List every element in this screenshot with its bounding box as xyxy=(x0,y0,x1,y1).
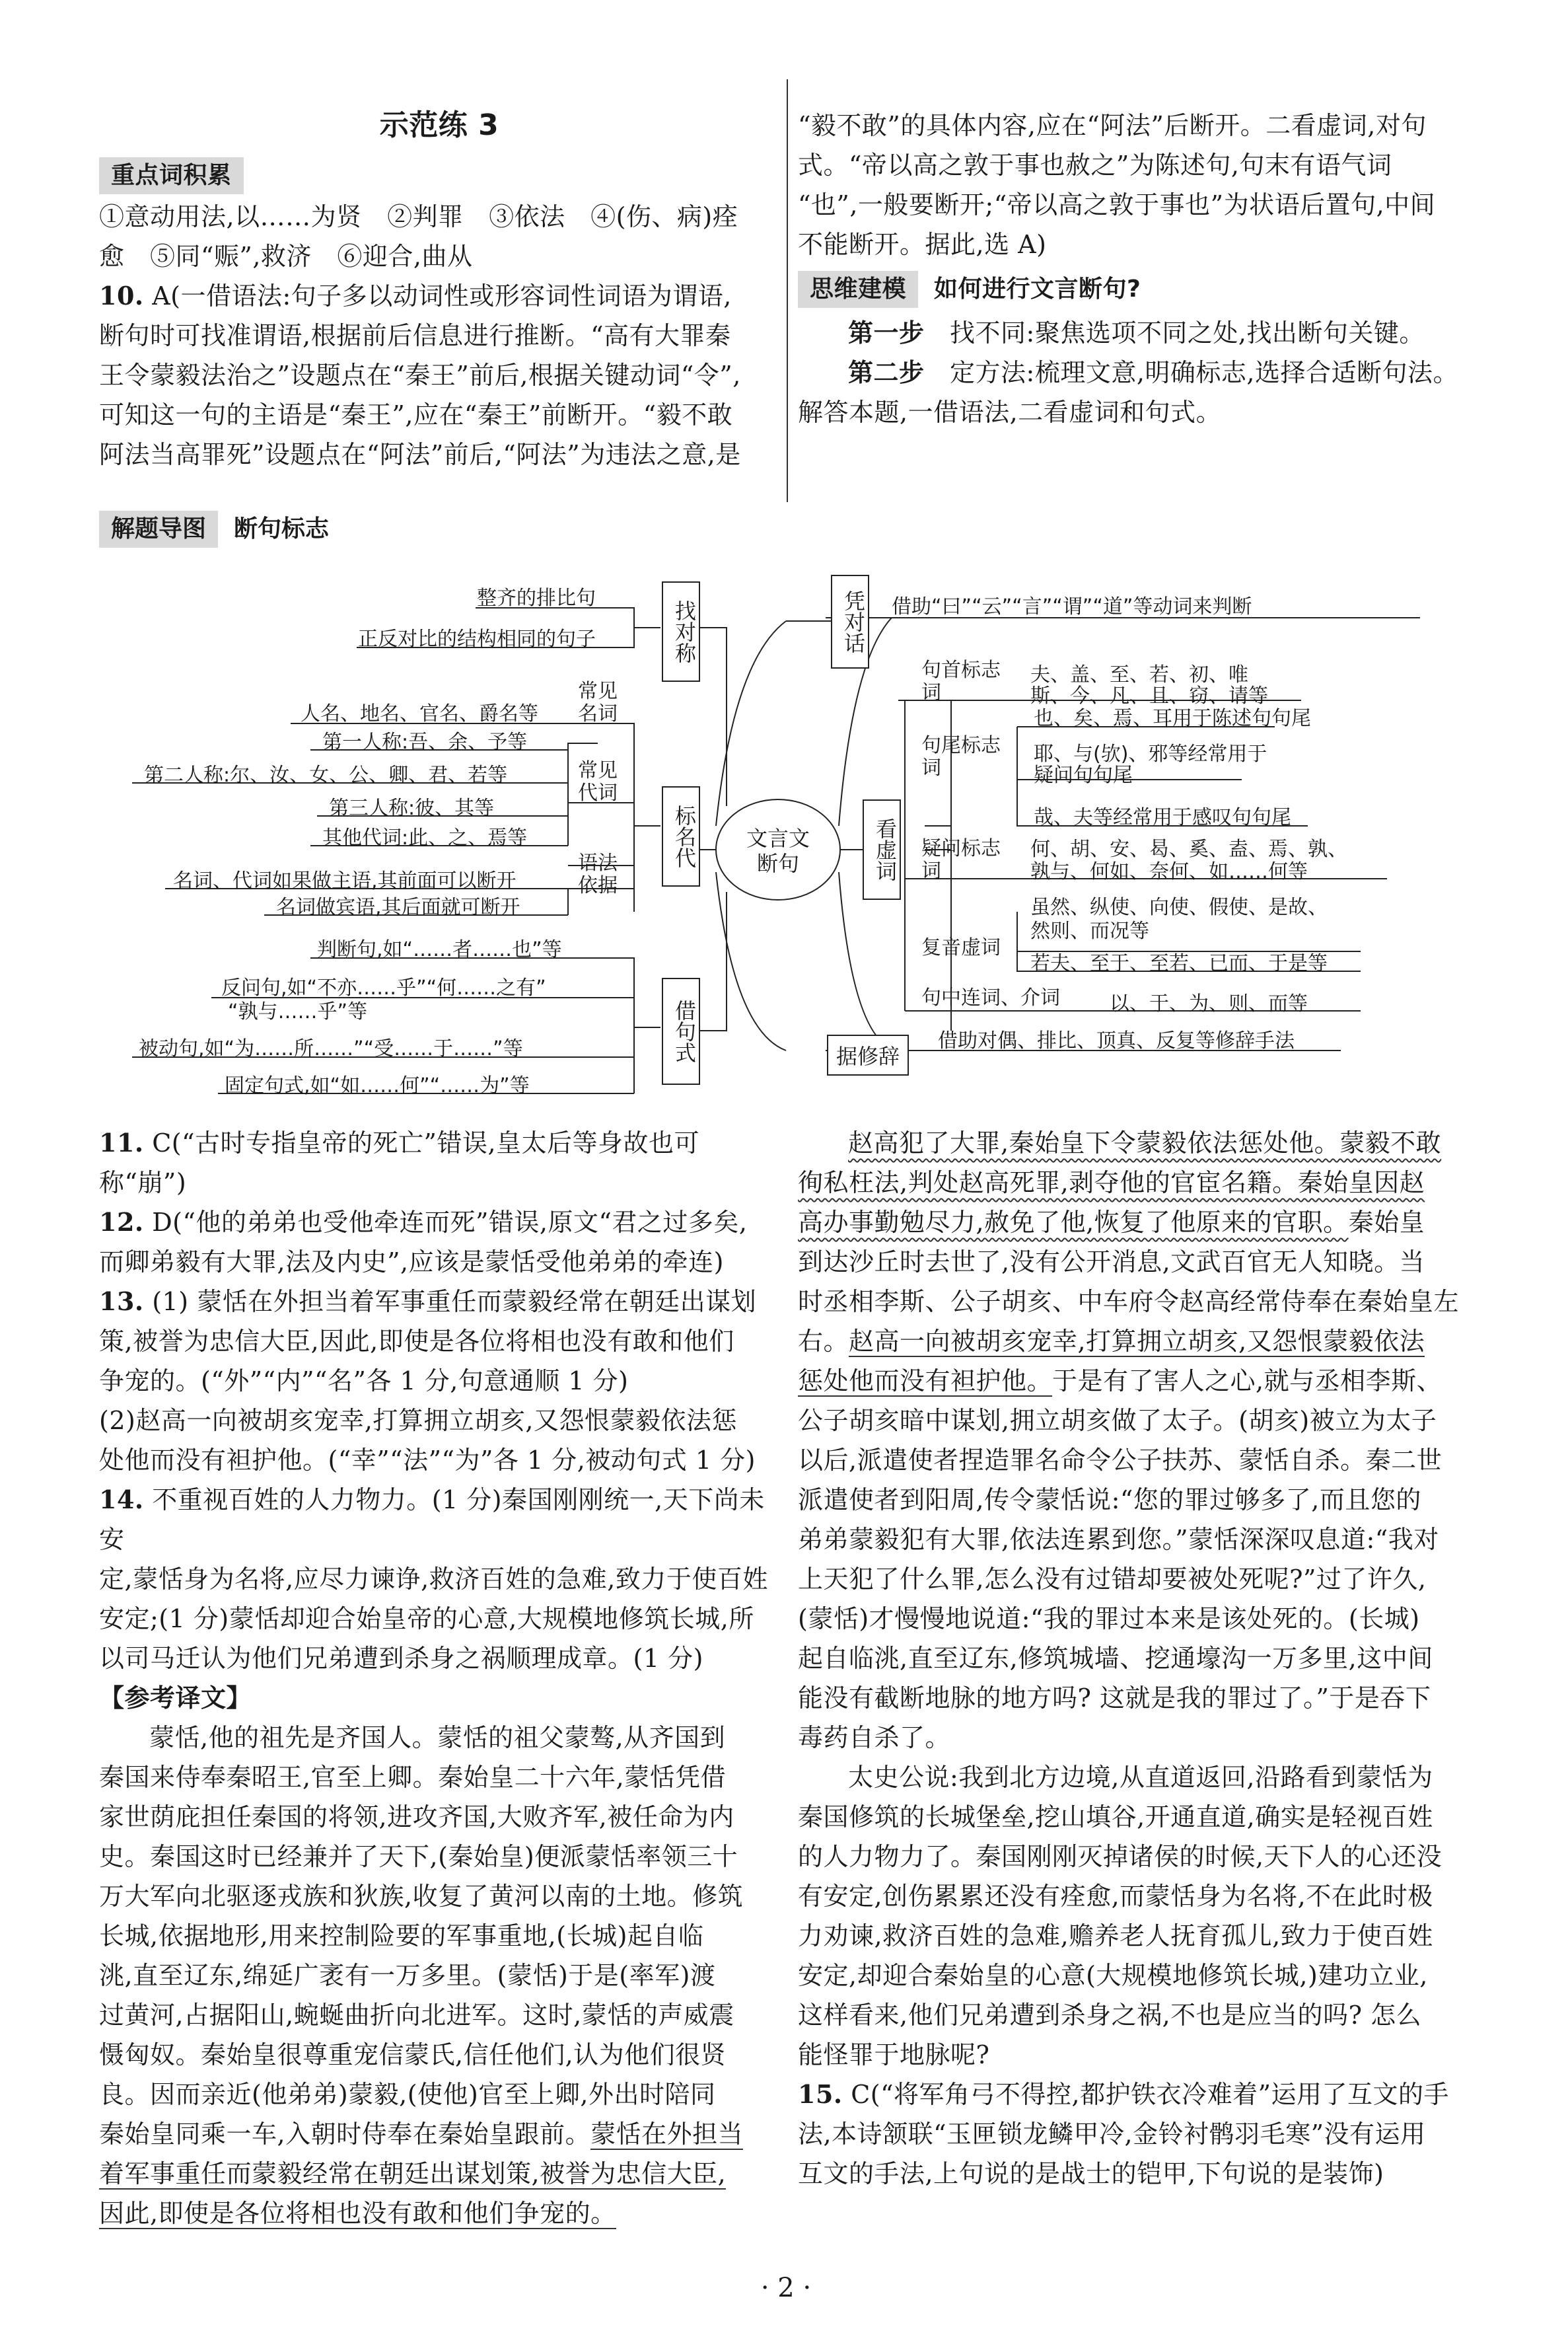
step-2: 第二步 定方法:梳理文意,明确标志,选择合适断句法。 xyxy=(848,357,1458,387)
pattern-item-3: “孰与……乎”等 xyxy=(228,1000,368,1023)
q10-line-5: 阿法当高罪死”设题点在“阿法”前后,“阿法”为违法之意,是 xyxy=(99,440,741,469)
fw-comp-label: 复音虚词 xyxy=(921,936,1001,959)
fw-tail-2: 耶、与(欤)、邪等经常用于 xyxy=(1034,743,1267,766)
r-line-20: 有安定,创伤累累还没有痊愈,而蒙恬身为名将,不在此时极 xyxy=(798,1882,1433,1911)
r-line-19: 的人力物力了。秦国刚刚灭掉诸侯的时候,天下人的心还没 xyxy=(798,1842,1443,1871)
r-line-23: 这样看来,他们兄弟遭到杀身之祸,不也是应当的吗? 怎么 xyxy=(798,2001,1422,2030)
q13-line-5: 处他而没有袒护他。(“幸”“法”“为”各 1 分,被动句式 1 分) xyxy=(99,1446,756,1475)
r-line-18: 秦国修筑的长城堡垒,挖山填谷,开通直道,确实是轻视百姓 xyxy=(798,1802,1433,1831)
trans-line-5: 万大军向北驱逐戎族和狄族,收复了黄河以南的土地。修筑 xyxy=(99,1882,744,1911)
fw-tail-3: 疑问句句尾 xyxy=(1034,764,1133,787)
node-borrow-pattern: 借句式 xyxy=(662,978,700,1085)
pattern-item-5: 固定句式,如“如……何”“……为”等 xyxy=(225,1074,530,1097)
vocab-line-2: 愈 ⑤同“赈”,救济 ⑥迎合,曲从 xyxy=(99,242,473,271)
q10-cont-line-4: 不能断开。据此,选 A) xyxy=(798,230,1047,259)
pron-item-2: 第二人称:尔、汝、女、公、卿、君、若等 xyxy=(144,764,508,787)
common-names: 人名、地名、官名、爵名等 xyxy=(301,702,538,725)
trans-line-10: 良。因而亲近(他弟弟)蒙毅,(使他)官至上卿,外出时陪同 xyxy=(99,2080,716,2109)
center-label: 文言文断句 xyxy=(746,826,810,876)
r-line-15: 能没有截断地脉的地方吗? 这就是我的罪过了。”于是吞下 xyxy=(798,1683,1431,1713)
r-line-22: 安定,却迎合秦始皇的心意(大规模地修筑长城,)建功立业, xyxy=(798,1961,1428,1990)
fw-tail-label: 句尾标志词 xyxy=(921,734,1001,780)
mindmap-tag: 解题导图 xyxy=(99,511,218,548)
r-line-10: 派遣使者到阳周,传令蒙恬说:“您的罪过够多了,而且您的 xyxy=(798,1485,1421,1514)
q13-line-4: (2)赵高一向被胡亥宠幸,打算拥立胡亥,又怨恨蒙毅依法惩 xyxy=(99,1406,737,1435)
q15-line-3: 互文的手法,上句说的是战士的铠甲,下句说的是装饰) xyxy=(798,2159,1384,2188)
q10-line-2: 断句时可找准谓语,根据前后信息进行推断。“高有大罪秦 xyxy=(99,321,731,350)
fw-tail-1: 也、矣、焉、耳用于陈述句句尾 xyxy=(1034,707,1311,730)
trans-line-13: 因此,即使是各位将相也没有敢和他们争宠的。 xyxy=(99,2199,616,2228)
fw-mid-label: 句中连词、介词 xyxy=(921,986,1060,1010)
node-rhetoric: 据修辞 xyxy=(827,1035,909,1076)
q13-line-3: 争宠的。(“外”“内”“名”各 1 分,句意通顺 1 分) xyxy=(99,1366,629,1395)
sym-item-1: 整齐的排比句 xyxy=(477,587,596,610)
fw-head-label: 句首标志词 xyxy=(921,659,1001,704)
trans-line-6: 长城,依据地形,用来控制险要的军事重地,(长城)起自临 xyxy=(99,1921,704,1950)
right-bottom-column xyxy=(798,1123,1478,2194)
r-line-14: 起自临洮,直至辽东,修筑城墙、挖通壕沟一万多里,这中间 xyxy=(798,1644,1433,1673)
fw-q-label: 疑问标志词 xyxy=(921,837,1001,883)
r-line-6: 右。赵高一向被胡亥宠幸,打算拥立胡亥,又怨恨蒙毅依法 xyxy=(798,1327,1425,1356)
q14-line-1: 14. 不重视百姓的人力物力。(1 分)秦国刚刚统一,天下尚未安 xyxy=(99,1485,765,1554)
q10-cont-line-1: “毅不敢”的具体内容,应在“阿法”后断开。二看虚词,对句 xyxy=(798,111,1427,140)
grammar-label: 语法依据 xyxy=(578,852,618,897)
common-names-label: 常见名词 xyxy=(578,680,618,725)
r-line-17: 太史公说:我到北方边境,从直道返回,沿路看到蒙恬为 xyxy=(848,1763,1433,1792)
q11-line-1: 11. C(“古时专指皇帝的死亡”错误,皇太后等身故也可 xyxy=(99,1128,700,1158)
pron-item-3: 第三人称:彼、其等 xyxy=(329,797,495,820)
fw-head-2: 斯、今、凡、且、窃、请等 xyxy=(1030,684,1268,708)
trans-line-8: 过黄河,占据阳山,蜿蜒曲折向北进军。这时,蒙恬的声威震 xyxy=(99,2001,734,2030)
q10-number: 10. xyxy=(99,281,144,311)
vocab-tag: 重点词积累 xyxy=(99,157,244,194)
r-line-3: 高办事勤勉尽力,赦免了他,恢复了他原来的官职。秦始皇 xyxy=(798,1208,1425,1237)
q13-line-1: 13. (1) 蒙恬在外担当着军事重任而蒙毅经常在朝廷出谋划 xyxy=(99,1286,757,1316)
trans-line-9: 慑匈奴。秦始皇很尊重宠信蒙氏,信任他们,认为他们很贤 xyxy=(99,2040,727,2069)
ref-translation-title: 【参考译文】 xyxy=(99,1683,252,1713)
trans-line-4: 史。秦国这时已经兼并了天下,(秦始皇)便派蒙恬率领三十 xyxy=(99,1842,738,1871)
pron-item-1: 第一人称:吾、余、予等 xyxy=(322,731,528,754)
q10-cont-line-2: 式。“帝以高之敦于事也赦之”为陈述句,句末有语气词 xyxy=(798,151,1392,180)
q11-line-2: 称“崩”) xyxy=(99,1168,187,1197)
r-line-4: 到达沙丘时去世了,没有公开消息,文武百官无人知晓。当 xyxy=(798,1247,1425,1276)
fw-head-1: 夫、盖、至、若、初、唯 xyxy=(1030,663,1248,686)
r-line-7: 惩处他而没有袒护他。于是有了害人之心,就与丞相李斯、 xyxy=(798,1366,1443,1395)
mindmap-lines xyxy=(0,0,1568,1123)
q14-line-2: 定,蒙恬身为名将,应尽力谏诤,救济百姓的急难,致力于使百姓 xyxy=(99,1565,768,1594)
fw-q-1: 何、胡、安、曷、奚、盍、焉、孰、 xyxy=(1030,838,1347,861)
q12-line-2: 而卿弟毅有大罪,法及内史”,应该是蒙恬受他弟弟的牵连) xyxy=(99,1247,724,1276)
grammar-item-2: 名词做宾语,其后面就可断开 xyxy=(276,896,520,919)
fw-comp-2: 然则、而况等 xyxy=(1030,920,1149,943)
r-line-24: 能怪罪于地脉呢? xyxy=(798,2040,990,2069)
fw-comp-1: 虽然、纵使、向使、假使、是故、 xyxy=(1030,896,1328,919)
trans-line-12: 着军事重任而蒙毅经常在朝廷出谋划策,被誉为忠信大臣, xyxy=(99,2159,727,2188)
fw-mid-items: 以、于、为、则、而等 xyxy=(1110,992,1308,1015)
trans-line-2: 秦国来侍奉秦昭王,官至上卿。秦始皇二十六年,蒙恬凭借 xyxy=(99,1763,727,1792)
q10-cont-line-3: “也”,一般要断开;“帝以高之敦于事也”为状语后置句,中间 xyxy=(798,190,1436,219)
pattern-item-1: 判断句,如“……者……也”等 xyxy=(317,938,562,961)
q13-line-2: 策,被誉为忠信大臣,因此,即使是各位将相也没有敢和他们 xyxy=(99,1327,734,1356)
grammar-item-1: 名词、代词如果做主语,其前面可以断开 xyxy=(173,869,517,893)
trans-line-1: 蒙恬,他的祖先是齐国人。蒙恬的祖父蒙骜,从齐国到 xyxy=(149,1723,726,1752)
r-line-11: 弟弟蒙毅犯有大罪,依法连累到您。”蒙恬深深叹息道:“我对 xyxy=(798,1525,1439,1554)
q10-line-3: 王令蒙毅法治之”设题点在“秦王”前后,根据关键动词“令”, xyxy=(99,361,741,390)
q15-line-2: 法,本诗颔联“玉匣锁龙鳞甲冷,金铃衬鹘羽毛寒”没有运用 xyxy=(798,2120,1426,2149)
r-line-9: 以后,派遣使者捏造罪名命令公子扶苏、蒙恬自杀。秦二世 xyxy=(798,1446,1443,1475)
r-line-5: 时丞相李斯、公子胡亥、中车府令赵高经常侍奉在秦始皇左 xyxy=(798,1287,1460,1316)
dialog-item: 借助“曰”“云”“言”“谓”“道”等动词来判断 xyxy=(892,595,1252,618)
r-line-12: 上天犯了什么罪,怎么没有过错却要被处死呢?”过了许久, xyxy=(798,1565,1427,1594)
fw-comp-3: 若夫、至于、至若、已而、于是等 xyxy=(1030,952,1328,975)
trans-line-3: 家世荫庇担任秦国的将领,进攻齐国,大败齐军,被任命为内 xyxy=(99,1802,734,1831)
trans-line-11: 秦始皇同乘一车,入朝时侍奉在秦始皇跟前。蒙恬在外担当 xyxy=(99,2120,744,2149)
r-line-2: 徇私枉法,判处赵高死罪,剥夺他的官宦名籍。秦始皇因赵 xyxy=(798,1168,1425,1197)
q14-line-3: 安定;(1 分)蒙恬却迎合始皇帝的心意,大规模地修筑长城,所 xyxy=(99,1604,754,1633)
r-line-1: 赵高犯了大罪,秦始皇下令蒙毅依法惩处他。蒙毅不敢 xyxy=(848,1128,1442,1158)
r-line-16: 毒药自杀了。 xyxy=(798,1723,951,1752)
pattern-item-4: 被动句,如“为……所……”“受……于……”等 xyxy=(139,1037,523,1060)
common-pron-label: 常见代词 xyxy=(578,759,618,805)
model-title: 如何进行文言断句? xyxy=(934,276,1141,303)
model-tag: 思维建模 xyxy=(798,271,918,308)
q10-line-4: 可知这一句的主语是“秦王”,应在“秦王”前断开。“毅不敢 xyxy=(99,400,733,429)
trans-line-7: 洮,直至辽东,绵延广袤有一万多里。(蒙恬)于是(率军)渡 xyxy=(99,1961,716,1990)
mindmap-label: 断句标志 xyxy=(234,515,330,542)
fw-tail-4: 哉、夫等经常用于感叹句句尾 xyxy=(1034,806,1291,829)
fw-q-2: 孰与、何如、奈何、如……何等 xyxy=(1030,860,1308,883)
q15-line-1: 15. C(“将军角弓不得控,都护铁衣冷难着”运用了互文的手 xyxy=(798,2079,1450,2109)
pron-item-4: 其他代词:此、之、焉等 xyxy=(322,827,528,850)
node-dialog: 凭对话 xyxy=(831,575,869,669)
node-find-symmetry: 找对称 xyxy=(662,581,700,682)
step-1: 第一步 找不同:聚焦选项不同之处,找出断句关键。 xyxy=(848,318,1425,348)
node-function-words: 看虚词 xyxy=(863,799,901,900)
r-line-21: 力劝谏,救济百姓的急难,赡养老人抚育孤儿,致力于使百姓 xyxy=(798,1921,1433,1950)
vocab-line-1: ①意动用法,以……为贤 ②判罪 ③依法 ④(伤、病)痊 xyxy=(99,202,738,231)
q12-line-1: 12. D(“他的弟弟也受他牵连而死”错误,原文“君之过多矣, xyxy=(99,1207,748,1237)
r-line-8: 公子胡亥暗中谋划,拥立胡亥做了太子。(胡亥)被立为太子 xyxy=(798,1406,1437,1435)
node-mark-names: 标名代 xyxy=(662,786,700,887)
page-number: · 2 · xyxy=(760,2273,812,2303)
sym-item-2: 正反对比的结构相同的句子 xyxy=(358,628,596,651)
r-line-13: (蒙恬)才慢慢地说道:“我的罪过本来是该处死的。(长城) xyxy=(798,1604,1420,1633)
pattern-item-2: 反问句,如“不亦……乎”“何……之有” xyxy=(221,977,546,1000)
section-title: 示范练 3 xyxy=(379,108,499,142)
q10-line-1: 10. A(一借语法:句子多以动词性或形容词性词语为谓语, xyxy=(99,281,732,311)
rhetoric-item: 借助对偶、排比、顶真、反复等修辞手法 xyxy=(938,1029,1295,1052)
left-bottom-column xyxy=(99,1123,779,2233)
step-2-cont: 解答本题,一借语法,二看虚词和句式。 xyxy=(798,398,1222,427)
q14-line-4: 以司马迁认为他们兄弟遭到杀身之祸顺理成章。(1 分) xyxy=(99,1644,703,1673)
